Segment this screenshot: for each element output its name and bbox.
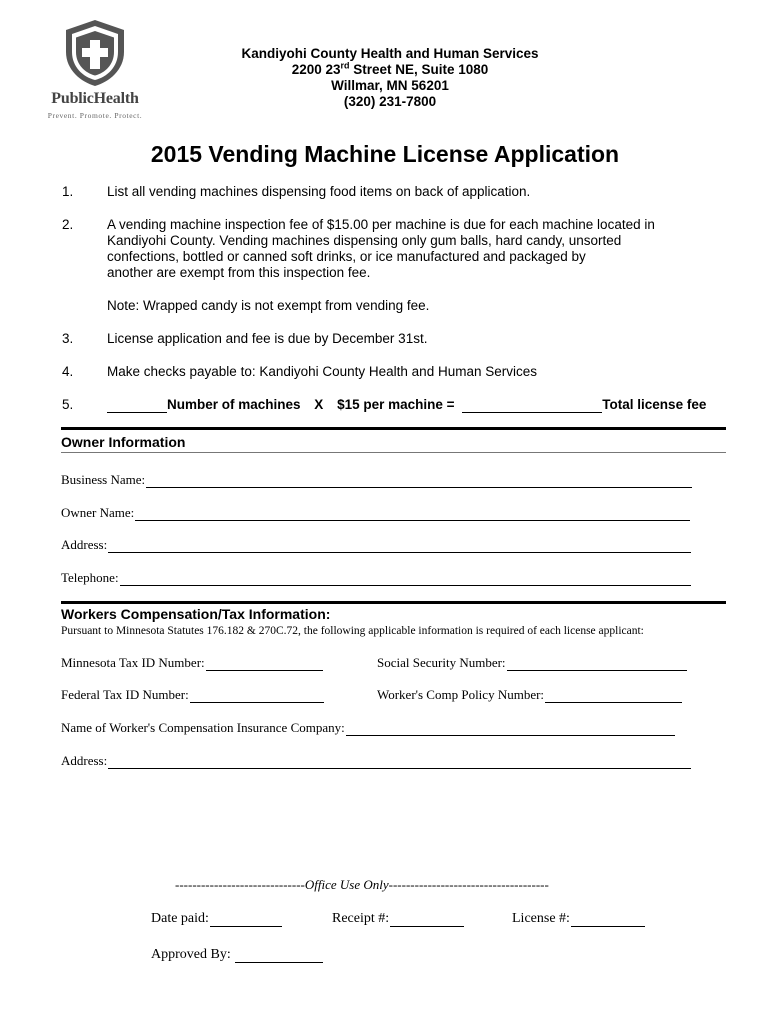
mn-tax-id-field[interactable]: Minnesota Tax ID Number:: [61, 655, 323, 671]
insurance-company-field[interactable]: Name of Worker's Compensation Insurance Company:: [61, 720, 675, 736]
comp-policy-field[interactable]: Worker's Comp Policy Number:: [377, 687, 682, 703]
item-number: 2.: [62, 217, 74, 232]
logo-tagline: Prevent. Promote. Protect.: [47, 111, 143, 120]
insurance-address-field[interactable]: Address:: [61, 753, 691, 769]
telephone-field[interactable]: Telephone:: [61, 570, 691, 586]
agency-header: [160, 46, 620, 110]
agency-phone: (320) 231-7800: [343, 94, 437, 109]
instruction-note: Note: Wrapped candy is not exempt from vending fee.: [107, 298, 430, 313]
logo-brand-text: PublicHealth: [51, 90, 139, 107]
fee-calculation: [107, 397, 706, 413]
section-divider: [61, 427, 726, 430]
section-divider: [61, 601, 726, 604]
workers-section-title: Workers Compensation/Tax Information:: [61, 606, 331, 622]
times-sign: X: [314, 397, 324, 412]
item-number: 1.: [62, 184, 74, 199]
agency-street: 2200 23rd Street NE, Suite 1080: [291, 60, 489, 77]
receipt-number-field[interactable]: Receipt #:: [332, 911, 464, 927]
federal-tax-id-field[interactable]: Federal Tax ID Number:: [61, 687, 324, 703]
approved-by-field[interactable]: Approved By:: [151, 947, 323, 963]
office-use-header: ------------------------------Office Use Only-------------------------------------: [175, 877, 549, 892]
item-number: 4.: [62, 364, 74, 379]
agency-city: Willmar, MN 56201: [331, 78, 449, 93]
instruction-text: List all vending machines dispensing food items on back of application.: [107, 184, 531, 199]
page-title: 2015 Vending Machine License Application: [150, 141, 620, 167]
machines-count-blank[interactable]: [107, 398, 167, 413]
instruction-text: A vending machine inspection fee of $15.00 per machine is due for each machine located in Kandiyohi County. Vending machines dispensing only gum balls, hard candy, unsorted confections, bottled or canned soft drinks, or ice manufactured and packaged by another are exempt from this inspection fee.: [107, 217, 655, 280]
total-fee-label: Total license fee: [602, 397, 707, 412]
rate-text: $15 per machine =: [337, 397, 455, 412]
section-divider-thin: [61, 452, 726, 453]
shield-cross-icon: [62, 18, 128, 88]
instruction-text: License application and fee is due by December 31st.: [107, 331, 428, 346]
ssn-field[interactable]: Social Security Number:: [377, 655, 687, 671]
item-number: 5.: [62, 397, 74, 412]
license-number-field[interactable]: License #:: [512, 911, 645, 927]
public-health-logo: [40, 18, 150, 118]
total-fee-blank[interactable]: [462, 398, 602, 413]
item-number: 3.: [62, 331, 74, 346]
owner-address-field[interactable]: Address:: [61, 537, 691, 553]
owner-section-title: Owner Information: [61, 434, 186, 450]
statute-text: Pursuant to Minnesota Statutes 176.182 & 270C.72, the following applicable information is required of each license applicant:: [61, 625, 644, 637]
agency-name: Kandiyohi County Health and Human Services: [241, 46, 539, 61]
instruction-text: Make checks payable to: Kandiyohi County Health and Human Services: [107, 364, 537, 379]
owner-name-field[interactable]: Owner Name:: [61, 505, 690, 521]
machines-label: Number of machines: [167, 397, 301, 412]
business-name-field[interactable]: Business Name:: [61, 472, 692, 488]
date-paid-field[interactable]: Date paid:: [151, 911, 282, 927]
